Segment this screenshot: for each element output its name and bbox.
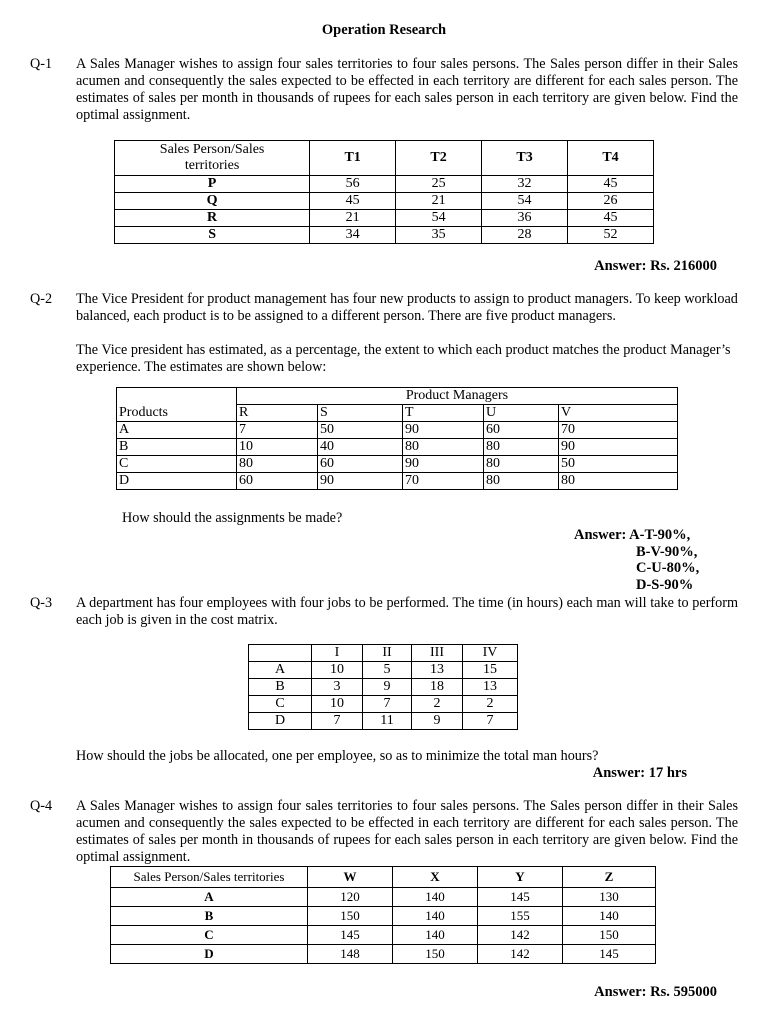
table-row [115, 193, 654, 210]
q2-col-header: V [559, 405, 678, 422]
table-cell: 2 [463, 696, 518, 713]
q1-col-header: T3 [482, 141, 568, 176]
row-label: A [117, 422, 237, 439]
table-cell: 142 [478, 945, 563, 964]
q4-number: Q-4 [30, 798, 53, 814]
table-row [249, 662, 518, 679]
table-cell: 90 [403, 422, 484, 439]
table-row [117, 439, 678, 456]
row-label: D [111, 945, 308, 964]
table-cell: 35 [396, 227, 482, 244]
table-cell: 7 [312, 713, 363, 730]
row-label: C [249, 696, 312, 713]
row-label: D [117, 473, 237, 490]
table-row [111, 907, 656, 926]
q4-col-header: Y [478, 867, 563, 888]
q2-products-label: Products [117, 405, 237, 422]
table-cell: 155 [478, 907, 563, 926]
q4-answer: Answer: Rs. 595000 [594, 984, 717, 1000]
table-cell: 45 [568, 210, 654, 227]
q2-group-header: Product Managers [237, 388, 678, 405]
q2-text-2: The Vice president has estimated, as a percentage, the extent to which each product matches the product Manager’s experience. The estimates are shown below: [76, 342, 731, 375]
table-cell: 28 [482, 227, 568, 244]
table-cell: 3 [312, 679, 363, 696]
table-cell: 9 [412, 713, 463, 730]
table-cell: 50 [318, 422, 403, 439]
q1-col-header: T1 [310, 141, 396, 176]
row-label: S [115, 227, 310, 244]
table-cell: 90 [403, 456, 484, 473]
q2-col-header: R [237, 405, 318, 422]
table-row [111, 945, 656, 964]
table-cell: 10 [312, 696, 363, 713]
row-label: P [115, 176, 310, 193]
table-row [117, 422, 678, 439]
table-cell: 21 [310, 210, 396, 227]
table-cell: 7 [237, 422, 318, 439]
q1-table-header-line2: territories [184, 158, 240, 173]
table-cell: 25 [396, 176, 482, 193]
q2-question: How should the assignments be made? [122, 510, 343, 526]
q3-number: Q-3 [30, 595, 53, 611]
table-cell: 120 [308, 888, 393, 907]
table-cell: 7 [363, 696, 412, 713]
q2-number: Q-2 [30, 291, 53, 307]
row-label: D [249, 713, 312, 730]
row-label: B [111, 907, 308, 926]
table-cell: 2 [412, 696, 463, 713]
table-cell: 40 [318, 439, 403, 456]
row-label: C [117, 456, 237, 473]
q3-col-header: I [312, 645, 363, 662]
q2-col-header: S [318, 405, 403, 422]
q3-answer: Answer: 17 hrs [592, 765, 687, 781]
q1-col-header: T4 [568, 141, 654, 176]
q3-corner-cell [249, 645, 312, 662]
table-cell: 54 [482, 193, 568, 210]
q2-answer-line-1: Answer: A-T-90%, [574, 527, 691, 543]
table-cell: 11 [363, 713, 412, 730]
table-cell: 13 [412, 662, 463, 679]
q4-col-header: W [308, 867, 393, 888]
q4-col-header: Z [563, 867, 656, 888]
table-row [115, 210, 654, 227]
table-cell: 80 [484, 439, 559, 456]
table-cell: 56 [310, 176, 396, 193]
q1-table-header-line1: Sales Person/Sales [159, 142, 265, 157]
q3-col-header: II [363, 645, 412, 662]
row-label: A [111, 888, 308, 907]
table-cell: 10 [312, 662, 363, 679]
q3-table [248, 644, 518, 730]
q2-text-1: The Vice President for product management has four new products to assign to product managers. To keep workload balanced, each product is to be assigned to a different person. There are five product managers. [76, 291, 738, 324]
table-cell: 18 [412, 679, 463, 696]
table-cell: 150 [393, 945, 478, 964]
table-cell: 13 [463, 679, 518, 696]
table-cell: 130 [563, 888, 656, 907]
table-cell: 90 [318, 473, 403, 490]
table-cell: 145 [478, 888, 563, 907]
table-cell: 52 [568, 227, 654, 244]
table-cell: 60 [484, 422, 559, 439]
q2-corner-cell [117, 388, 237, 405]
q1-table-header-cell [115, 141, 310, 176]
q1-answer: Answer: Rs. 216000 [594, 258, 717, 274]
table-row [117, 456, 678, 473]
q2-table [116, 387, 678, 490]
table-cell: 5 [363, 662, 412, 679]
table-cell: 70 [403, 473, 484, 490]
row-label: B [117, 439, 237, 456]
table-cell: 145 [563, 945, 656, 964]
row-label: B [249, 679, 312, 696]
table-row [249, 679, 518, 696]
table-cell: 150 [308, 907, 393, 926]
row-label: R [115, 210, 310, 227]
table-cell: 70 [559, 422, 678, 439]
table-row [115, 227, 654, 244]
table-cell: 34 [310, 227, 396, 244]
table-cell: 45 [568, 176, 654, 193]
q4-col-header: X [393, 867, 478, 888]
table-cell: 80 [484, 473, 559, 490]
table-cell: 9 [363, 679, 412, 696]
q1-number: Q-1 [30, 56, 53, 72]
table-cell: 140 [393, 926, 478, 945]
q2-col-header: U [484, 405, 559, 422]
table-cell: 36 [482, 210, 568, 227]
table-cell: 142 [478, 926, 563, 945]
table-row [115, 176, 654, 193]
q3-text: A department has four employees with four jobs to be performed. The time (in hours) each man will take to perform each job is given in the cost matrix. [76, 595, 738, 628]
table-cell: 7 [463, 713, 518, 730]
table-cell: 15 [463, 662, 518, 679]
q4-table-header: Sales Person/Sales territories [111, 867, 308, 888]
q2-answer-line-3: C-U-80%, [636, 560, 700, 576]
table-row [117, 473, 678, 490]
q1-table [114, 140, 654, 244]
table-cell: 54 [396, 210, 482, 227]
row-label: C [111, 926, 308, 945]
table-cell: 32 [482, 176, 568, 193]
q4-table [110, 866, 656, 964]
q1-text: A Sales Manager wishes to assign four sales territories to four sales persons. The Sales person differ in their Sales acumen and consequently the sales expected to be effected in each territory are different for each sales person. The estimates of sales per month in thousands of rupees for each sales person in each territory are given below. Find the optimal assignment. [76, 56, 738, 123]
table-cell: 140 [393, 907, 478, 926]
q4-text: A Sales Manager wishes to assign four sales territories to four sales persons. The Sales person differ in their Sales acumen and consequently the sales expected to be effected in each territory are different for each sales person. The estimates of sales per month in thousands of rupees for each sales person in each territory are given below. Find the optimal assignment. [76, 798, 738, 865]
q3-col-header: IV [463, 645, 518, 662]
row-label: Q [115, 193, 310, 210]
table-cell: 45 [310, 193, 396, 210]
table-row [249, 713, 518, 730]
q2-answer-line-4: D-S-90% [636, 577, 694, 593]
table-cell: 140 [563, 907, 656, 926]
table-row [111, 888, 656, 907]
table-cell: 80 [237, 456, 318, 473]
q3-question: How should the jobs be allocated, one per employee, so as to minimize the total man hours? [76, 748, 599, 764]
q2-answer-line-2: B-V-90%, [636, 544, 698, 560]
q2-col-header: T [403, 405, 484, 422]
table-cell: 60 [318, 456, 403, 473]
table-cell: 10 [237, 439, 318, 456]
table-cell: 80 [484, 456, 559, 473]
q1-col-header: T2 [396, 141, 482, 176]
table-cell: 140 [393, 888, 478, 907]
table-row [111, 926, 656, 945]
table-cell: 80 [403, 439, 484, 456]
table-cell: 150 [563, 926, 656, 945]
table-cell: 50 [559, 456, 678, 473]
row-label: A [249, 662, 312, 679]
table-cell: 148 [308, 945, 393, 964]
table-cell: 26 [568, 193, 654, 210]
page-title: Operation Research [321, 22, 447, 38]
table-row [249, 696, 518, 713]
table-cell: 60 [237, 473, 318, 490]
table-cell: 90 [559, 439, 678, 456]
table-cell: 145 [308, 926, 393, 945]
q3-col-header: III [412, 645, 463, 662]
table-cell: 21 [396, 193, 482, 210]
table-cell: 80 [559, 473, 678, 490]
